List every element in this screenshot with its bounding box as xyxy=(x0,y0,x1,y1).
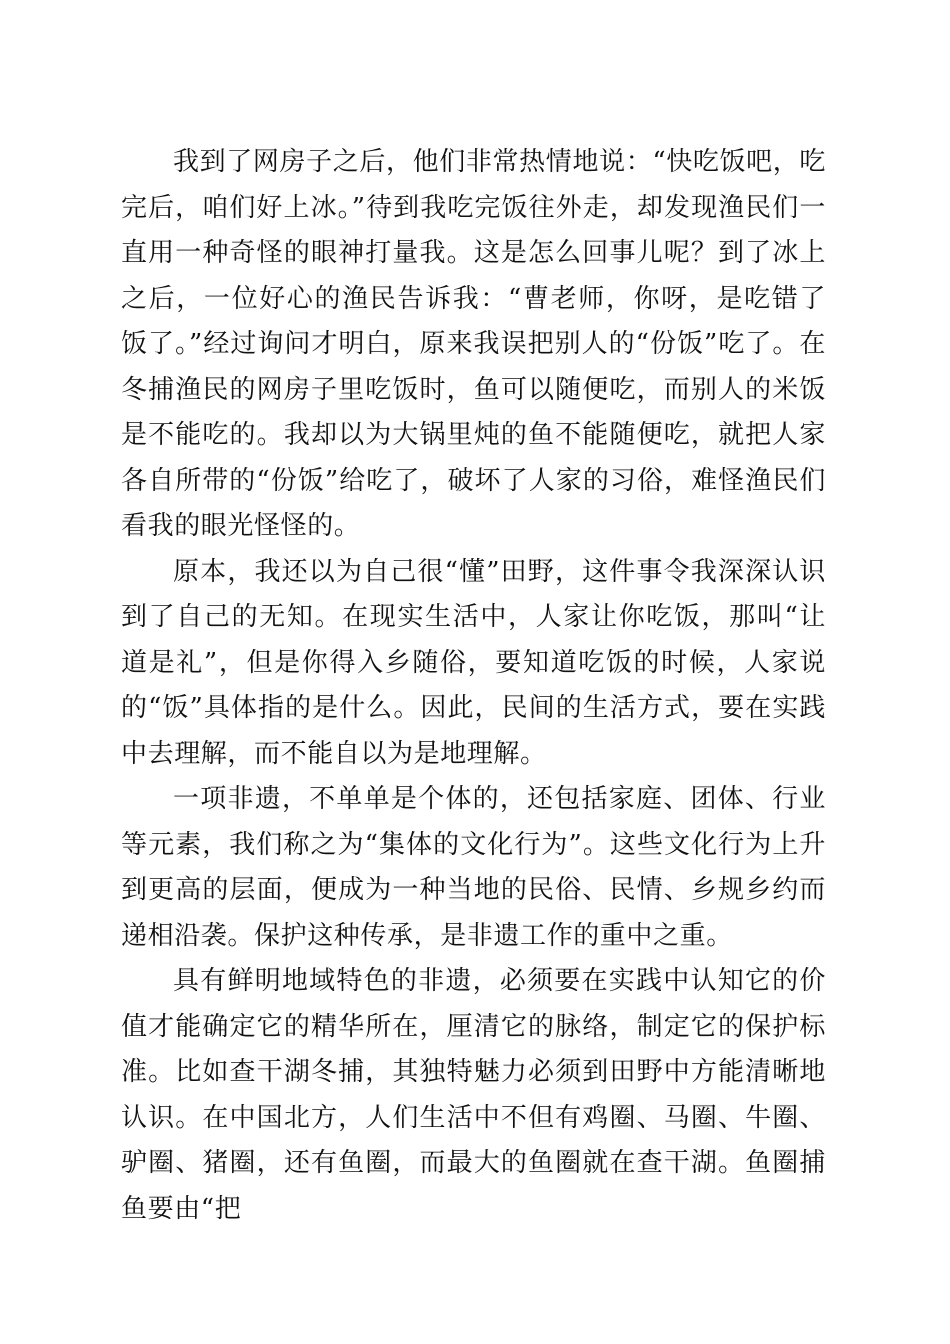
document-page xyxy=(121,140,826,1232)
paragraph: 原本，我还以为自己很“懂”田野，这件事令我深深认识到了自己的无知。在现实生活中，人家让你吃饭，那叫“让道是礼”，但是你得入乡随俗，要知道吃饭的时候，人家说的“饭”具体指的是什么。因此，民间的生活方式，要在实践中去理解，而不能自以为是地理解。 xyxy=(121,556,826,769)
paragraph: 具有鲜明地域特色的非遗，必须要在实践中认知它的价值才能确定它的精华所在，厘清它的脉络，制定它的保护标准。比如查干湖冬捕，其独特魅力必须到田野中方能清晰地认识。在中国北方，人们生活中不但有鸡圈、马圈、牛圈、驴圈、猪圈，还有鱼圈，而最大的鱼圈就在查干湖。鱼圈捕鱼要由“把 xyxy=(121,966,826,1224)
paragraph: 一项非遗，不单单是个体的，还包括家庭、团体、行业等元素，我们称之为“集体的文化行为”。这些文化行为上升到更高的层面，便成为一种当地的民俗、民情、乡规乡约而递相沿袭。保护这种传承，是非遗工作的重中之重。 xyxy=(121,784,826,951)
paragraph: 我到了网房子之后，他们非常热情地说：“快吃饭吧，吃完后，咱们好上冰。”待到我吃完饭往外走，却发现渔民们一直用一种奇怪的眼神打量我。这是怎么回事儿呢？到了冰上之后，一位好心的渔民告诉我：“曹老师，你呀，是吃错了饭了。”经过询问才明白，原来我误把别人的“份饭”吃了。在冬捕渔民的网房子里吃饭时，鱼可以随便吃，而别人的米饭是不能吃的。我却以为大锅里炖的鱼不能随便吃，就把人家各自所带的“份饭”给吃了，破坏了人家的习俗，难怪渔民们看我的眼光怪怪的。 xyxy=(121,147,826,541)
